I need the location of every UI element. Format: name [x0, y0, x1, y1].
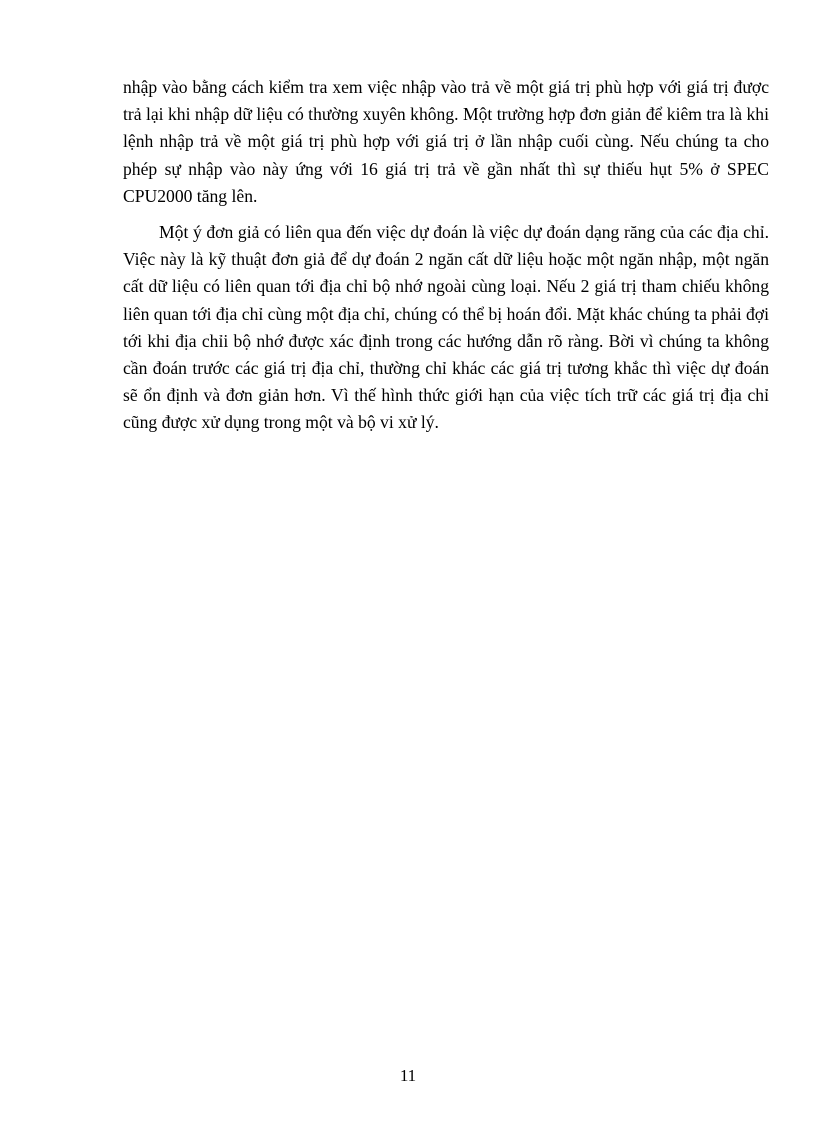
- paragraph-2: Một ý đơn giả có liên qua đến việc dự đoán là việc dự đoán dạng răng của các địa chỉ. Việc này là kỹ thuật đơn giả để dự đoán 2 ngăn cất dữ liệu hoặc một ngăn nhập, một ngăn cất dữ liệu có liên quan tới địa chỉ bộ nhớ ngoài cùng loại. Nếu 2 giá trị tham chiếu không liên quan tới địa chỉ cùng một địa chỉ, chúng có thể bị hoán đổi. Mặt khác chúng ta phải đợi tới khi địa chỉi bộ nhớ được xác định trong các hướng dẫn rõ ràng. Bời vì chúng ta không cần đoán trước các giá trị địa chỉ, thường chỉ khác các giá trị tương khắc thì việc dự đoán sẽ ổn định và đơn giản hơn. Vì thế hình thức giới hạn của việc tích trữ các giá trị địa chỉ cũng được xử dụng trong một và bộ vi xử lý.: [123, 222, 769, 433]
- paragraph-1: nhập vào bằng cách kiểm tra xem việc nhập vào trả về một giá trị phù hợp với giá trị được trả lại khi nhập dữ liệu có thường xuyên không. Một trường hợp đơn giản để kiêm tra là khi lệnh nhập trả về một giá trị phù hợp với giá trị ở lần nhập cuối cùng. Nếu chúng ta cho phép sự nhập vào này ứng với 16 giá trị trả về gần nhất thì sự thiếu hụt 5% ở SPEC CPU2000 tăng lên.: [123, 77, 769, 206]
- document-body: [123, 74, 769, 437]
- page-number: 11: [399, 1066, 417, 1085]
